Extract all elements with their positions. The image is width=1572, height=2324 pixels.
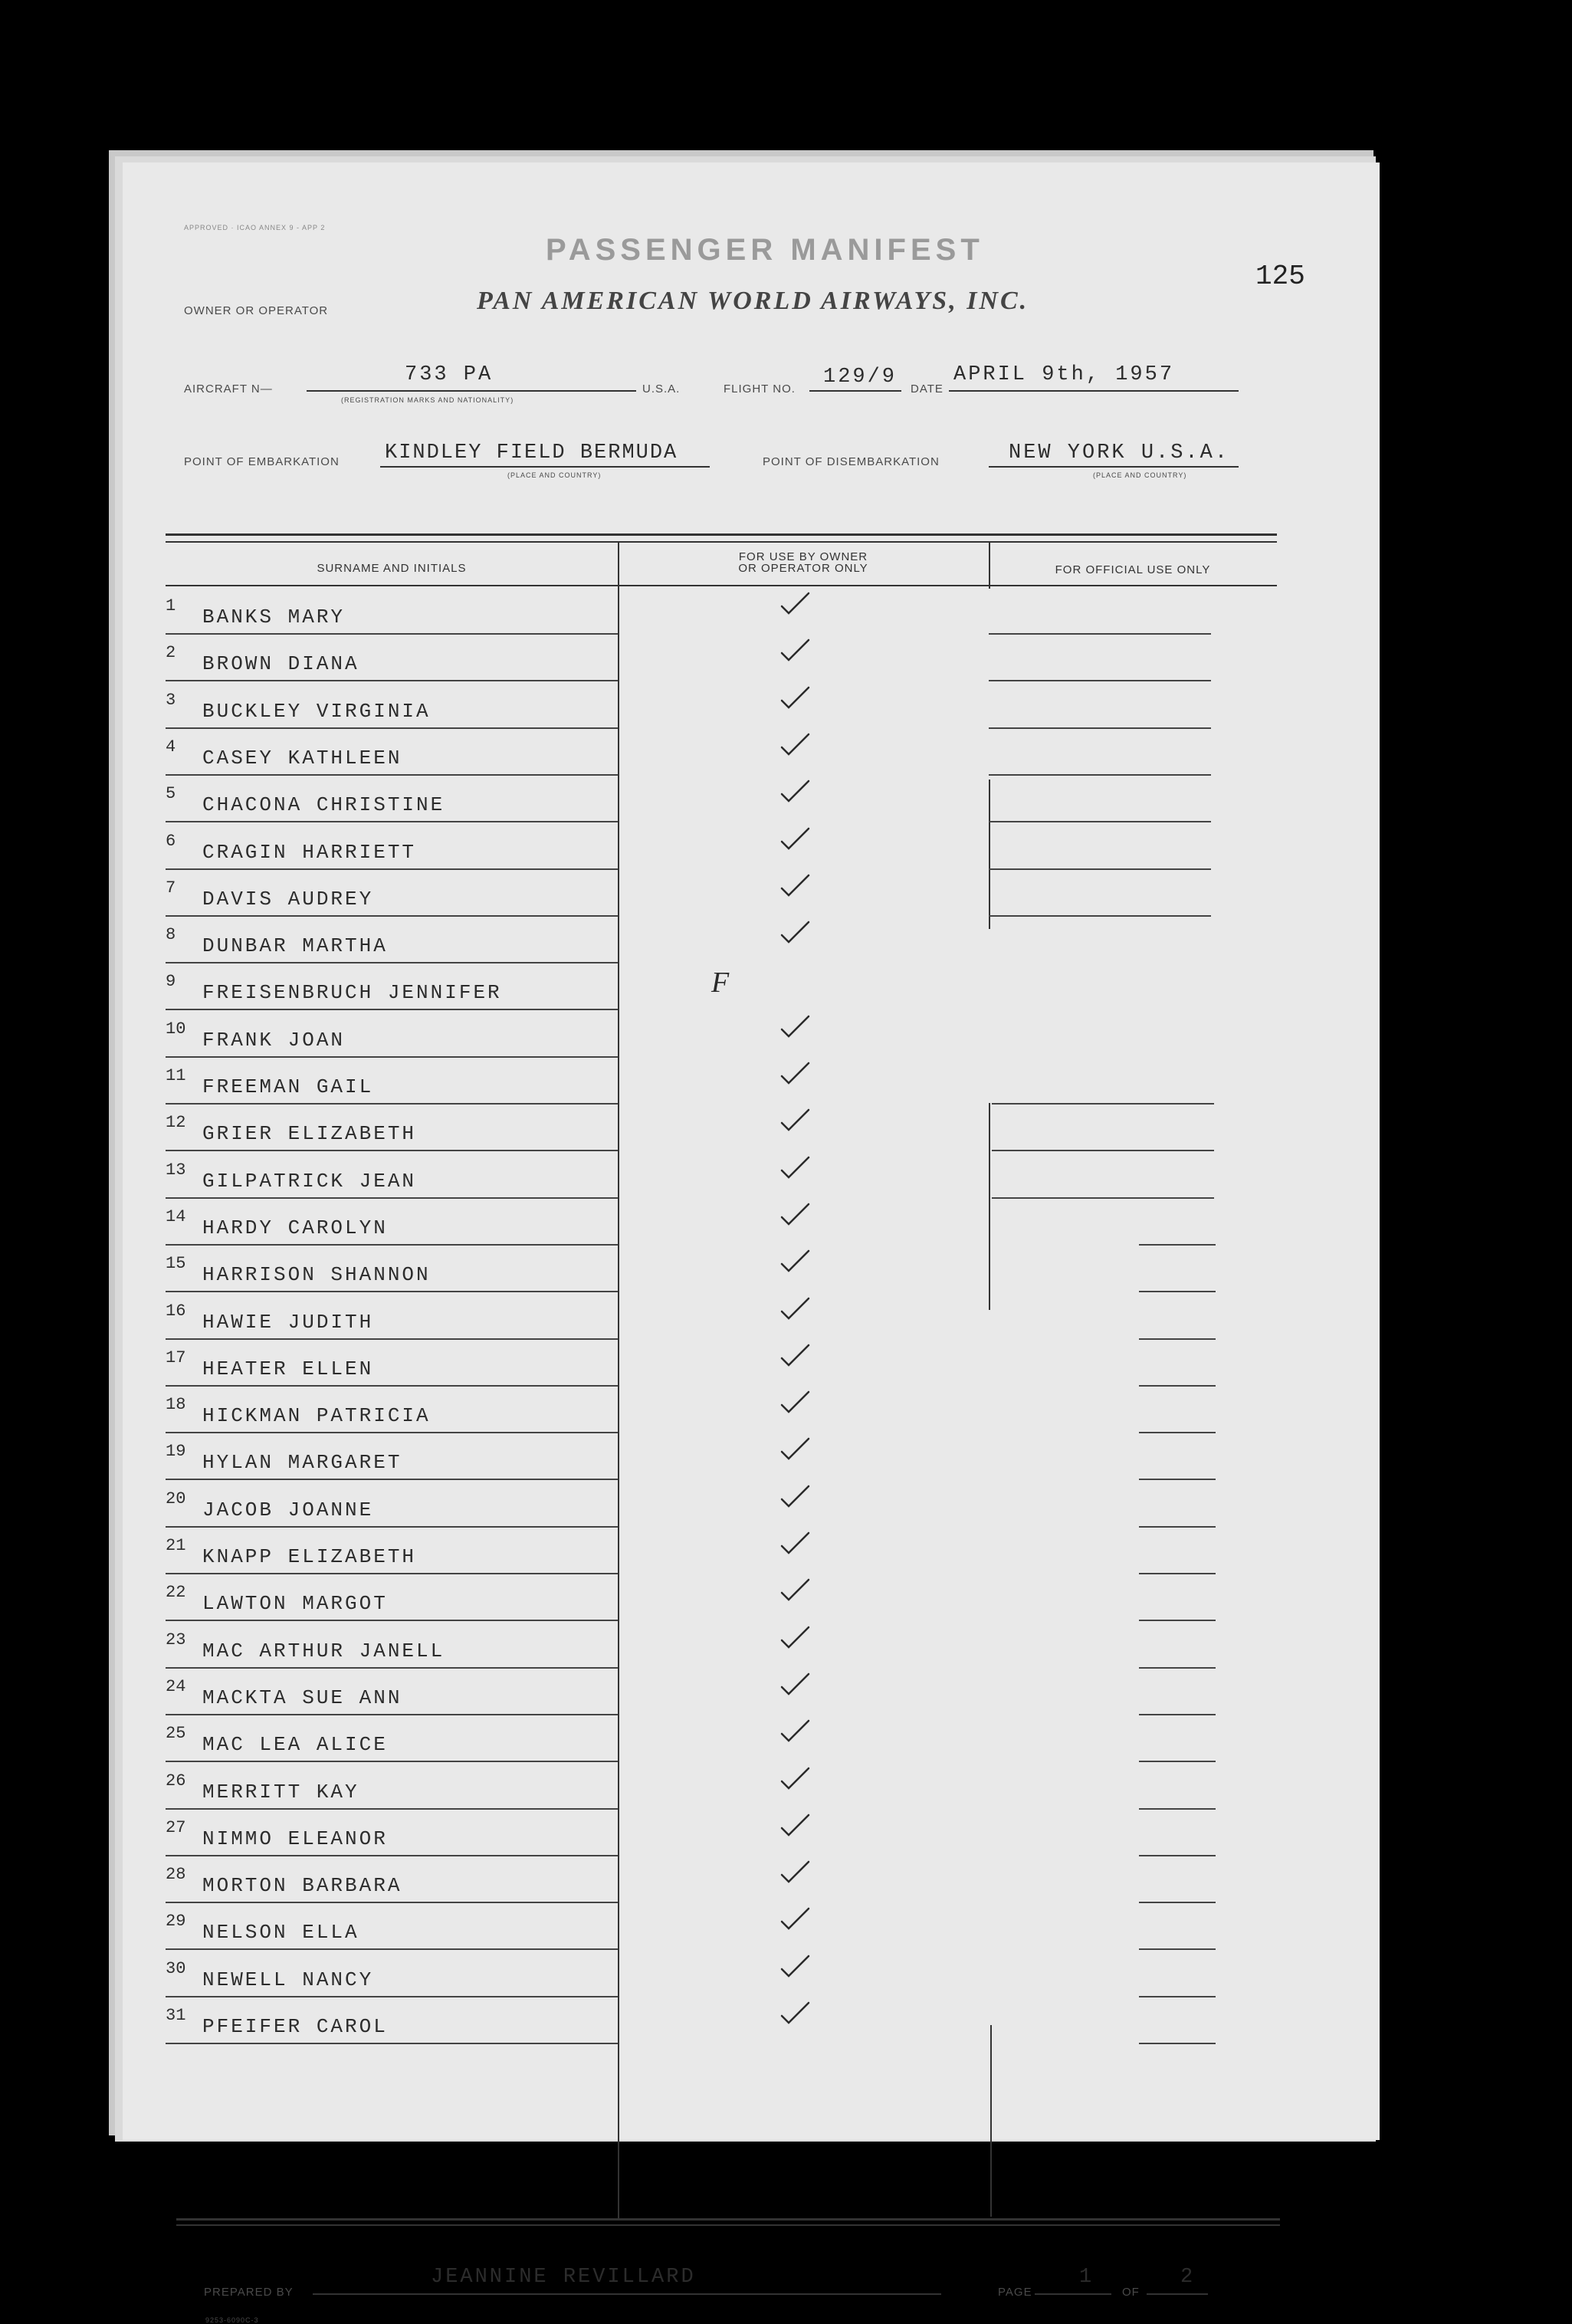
passenger-underline [166,1056,618,1058]
page-value: 1 [1079,2266,1094,2289]
handwritten-mark: F [711,967,730,1000]
official-use-line [1139,1291,1216,1292]
passenger-underline [166,1526,618,1528]
passenger-number: 25 [166,1724,186,1744]
passenger-underline [166,1432,618,1433]
table-bottom-rule [176,2218,1280,2221]
passenger-name: MAC ARTHUR JANELL [202,1639,445,1663]
official-use-line [992,1103,1214,1105]
aircraft-underline [307,390,636,392]
page-underline [1035,2293,1111,2295]
check-mark-icon [779,1762,810,1793]
passenger-number: 8 [166,925,176,945]
official-use-line [1139,1479,1216,1480]
check-mark-icon [779,634,810,665]
passenger-row [123,596,1380,643]
date-underline [949,390,1239,392]
passenger-name: HYLAN MARGARET [202,1451,402,1475]
passenger-underline [166,1902,618,1903]
check-mark-icon [779,1010,810,1041]
passenger-underline [166,1573,618,1574]
official-use-line [989,633,1211,635]
passenger-name: JACOB JOANNE [202,1498,374,1521]
passenger-number: 17 [166,1347,186,1367]
passenger-number: 11 [166,1066,186,1085]
passenger-underline [166,633,618,635]
check-mark-icon [779,1104,810,1134]
table-bottom-rule-inner [176,2224,1280,2226]
passenger-row [123,967,1380,1019]
official-use-line [1139,1808,1216,1810]
passenger-number: 6 [166,831,176,851]
passenger-number: 1 [166,596,176,615]
table-top-rule-inner [166,541,1277,543]
check-mark-icon [779,1198,810,1229]
passenger-number: 5 [166,784,176,804]
passenger-number: 24 [166,1676,186,1696]
embark-label: POINT OF EMBARKATION [184,455,340,468]
col-owner-line2: OR OPERATOR ONLY [738,562,868,575]
passenger-name: MAC LEA ALICE [202,1733,388,1757]
form-approval: APPROVED · ICAO ANNEX 9 - APP 2 [184,224,326,231]
check-mark-icon [779,916,810,947]
of-label: OF [1122,2286,1140,2299]
official-use-line [989,915,1211,917]
form-number: 9253-6090C-3 [205,2316,259,2324]
company-name: PAN AMERICAN WORLD AIRWAYS, INC. [477,287,1029,315]
check-mark-icon [779,1339,810,1370]
aircraft-label: AIRCRAFT N— [184,382,273,396]
embark-value: KINDLEY FIELD BERMUDA [385,441,678,464]
passenger-row [123,1019,1380,1066]
passenger-name: MERRITT KAY [202,1780,359,1804]
check-mark-icon [779,1621,810,1652]
passenger-name: GRIER ELIZABETH [202,1122,417,1146]
official-use-line [1139,1948,1216,1950]
page-number-stamp: 125 [1255,261,1305,292]
passenger-name: FREEMAN GAIL [202,1075,374,1098]
passenger-row [123,1536,1380,1583]
official-use-line [1139,1620,1216,1621]
passenger-underline [166,1996,618,1997]
passenger-number: 21 [166,1536,186,1555]
embark-sub: (PLACE AND COUNTRY) [507,471,602,479]
passenger-number: 10 [166,1019,186,1039]
official-use-line [1139,1385,1216,1387]
passenger-name: MACKTA SUE ANN [202,1686,402,1709]
passenger-underline [166,1761,618,1762]
passenger-number: 23 [166,1630,186,1649]
official-use-line [1139,1432,1216,1433]
check-mark-icon [779,1151,810,1182]
passenger-row [123,1113,1380,1160]
passenger-row [123,643,1380,690]
official-use-line [1139,1573,1216,1574]
official-use-line [1139,1761,1216,1762]
official-use-line [1139,1667,1216,1669]
check-mark-icon [779,822,810,853]
passenger-underline [166,1385,618,1387]
passenger-name: BROWN DIANA [202,652,359,676]
passenger-name: NIMMO ELEANOR [202,1827,388,1850]
passenger-row [123,1254,1380,1301]
check-mark-icon [779,1997,810,2027]
check-mark-icon [779,1856,810,1886]
passenger-underline [166,1338,618,1340]
passenger-row [123,1771,1380,1818]
check-mark-icon [779,775,810,806]
official-use-line [1139,1996,1216,1997]
passenger-row [123,737,1380,784]
passenger-number: 15 [166,1254,186,1274]
official-use-line [992,1150,1214,1151]
flight-label: FLIGHT NO. [724,382,796,396]
passenger-row [123,1160,1380,1207]
check-mark-icon [779,1715,810,1745]
disembark-label: POINT OF DISEMBARKATION [763,455,940,468]
passenger-underline [166,1197,618,1199]
passenger-underline [166,1009,618,1010]
official-use-line [1139,1244,1216,1246]
passenger-number: 19 [166,1442,186,1462]
check-mark-icon [779,869,810,900]
passenger-underline [166,1714,618,1715]
passenger-number: 14 [166,1206,186,1226]
check-mark-icon [779,1057,810,1088]
passenger-name: FRANK JOAN [202,1028,346,1052]
passenger-underline [166,1150,618,1151]
aircraft-sub: (REGISTRATION MARKS AND NATIONALITY) [341,396,514,404]
prepared-value: JEANNINE REVILLARD [431,2266,696,2289]
official-use-line [989,868,1211,870]
passenger-row [123,1583,1380,1630]
passenger-number: 13 [166,1160,186,1180]
prepared-underline [313,2293,941,2295]
official-use-line [1139,1902,1216,1903]
check-mark-icon [779,1902,810,1933]
passenger-number: 29 [166,1912,186,1932]
passenger-number: 7 [166,878,176,898]
passenger-underline [166,821,618,822]
passenger-name: NEWELL NANCY [202,1968,374,1991]
flight-value: 129/9 [823,366,898,389]
official-use-line [1139,1526,1216,1528]
passenger-name: HEATER ELLEN [202,1357,374,1380]
check-mark-icon [779,1574,810,1604]
passenger-underline [166,727,618,729]
of-value: 2 [1180,2266,1196,2289]
passenger-name: KNAPP ELIZABETH [202,1545,417,1568]
passenger-row [123,1348,1380,1395]
usa-label: U.S.A. [642,382,681,396]
passenger-name: LAWTON MARGOT [202,1592,388,1616]
col-official: FOR OFFICIAL USE ONLY [1055,563,1211,576]
passenger-number: 12 [166,1113,186,1133]
passenger-name: HARRISON SHANNON [202,1263,431,1287]
disembark-underline [989,466,1239,468]
passenger-number: 9 [166,972,176,992]
disembark-sub: (PLACE AND COUNTRY) [1093,471,1187,479]
official-use-line [989,821,1211,822]
table-top-rule [166,533,1277,536]
passenger-row [123,1207,1380,1254]
check-mark-icon [779,1668,810,1699]
date-value: APRIL 9th, 1957 [953,363,1175,386]
passenger-row [123,1912,1380,1958]
official-use-line [989,727,1211,729]
passenger-row [123,925,1380,972]
passenger-row [123,1489,1380,1536]
check-mark-icon [779,1480,810,1511]
passenger-number: 3 [166,690,176,710]
passenger-underline [166,1479,618,1480]
flight-underline [809,390,901,392]
passenger-number: 27 [166,1817,186,1837]
passenger-underline [166,1620,618,1621]
passenger-number: 30 [166,1958,186,1978]
passenger-name: CRAGIN HARRIETT [202,840,417,864]
passenger-name: FREISENBRUCH JENNIFER [202,981,502,1005]
passenger-name: PFEIFER CAROL [202,2015,388,2038]
check-mark-icon [779,1527,810,1558]
official-use-line [1139,1855,1216,1856]
passenger-number: 16 [166,1301,186,1321]
page-label: PAGE [998,2286,1032,2299]
check-mark-icon [779,728,810,759]
passenger-name: DAVIS AUDREY [202,887,374,911]
passenger-number: 22 [166,1583,186,1603]
passenger-row [123,832,1380,878]
passenger-row [123,1677,1380,1724]
passenger-name: CHACONA CHRISTINE [202,793,445,817]
col-owner-line1: FOR USE BY OWNER [738,550,868,563]
passenger-name: HICKMAN PATRICIA [202,1404,431,1428]
date-label: DATE [911,382,944,396]
passenger-name: NELSON ELLA [202,1921,359,1945]
check-mark-icon [779,1950,810,1981]
passenger-number: 20 [166,1489,186,1508]
passenger-row [123,1630,1380,1677]
disembark-value: NEW YORK U.S.A. [1009,441,1230,464]
embark-underline [380,466,710,468]
table-header-bottom-rule [166,585,1277,586]
passenger-underline [166,2043,618,2044]
passenger-number: 28 [166,1865,186,1885]
passenger-underline [166,1808,618,1810]
passenger-name: DUNBAR MARTHA [202,934,388,958]
passenger-row [123,1959,1380,2006]
official-use-line [992,1197,1214,1199]
passenger-underline [166,1948,618,1950]
passenger-row [123,1442,1380,1489]
passenger-row [123,1724,1380,1771]
owner-label: OWNER OR OPERATOR [184,304,329,317]
manifest-title: PASSENGER MANIFEST [546,233,984,267]
passenger-underline [166,680,618,681]
passenger-underline [166,1667,618,1669]
passenger-row [123,2006,1380,2053]
passenger-underline [166,1244,618,1246]
passenger-row [123,1066,1380,1113]
prepared-label: PREPARED BY [204,2286,294,2299]
passenger-row [123,1395,1380,1442]
check-mark-icon [779,1292,810,1323]
passenger-row [123,1865,1380,1912]
passenger-row [123,878,1380,925]
official-use-line [989,680,1211,681]
passenger-underline [166,962,618,963]
passenger-underline [166,868,618,870]
check-mark-icon [779,1433,810,1463]
passenger-underline [166,1103,618,1105]
official-use-line [1139,1338,1216,1340]
aircraft-value: 733 PA [405,363,494,386]
official-use-line [989,774,1211,776]
check-mark-icon [779,1809,810,1840]
passenger-name: HAWIE JUDITH [202,1310,374,1334]
passenger-row [123,784,1380,831]
official-use-line [1139,2043,1216,2044]
manifest-page [123,162,1380,2324]
passenger-underline [166,915,618,917]
check-mark-icon [779,1245,810,1275]
passenger-row [123,1818,1380,1865]
passenger-number: 2 [166,643,176,663]
of-underline [1147,2293,1208,2295]
col-divider-2-header [989,543,990,589]
col-surname: SURNAME AND INITIALS [317,562,467,575]
col-divider-2-c [990,2025,992,2217]
passenger-underline [166,1291,618,1292]
passenger-underline [166,774,618,776]
passenger-name: MORTON BARBARA [202,1874,402,1898]
check-mark-icon [779,681,810,712]
passenger-name: BANKS MARY [202,606,346,629]
passenger-number: 26 [166,1771,186,1791]
passenger-name: GILPATRICK JEAN [202,1169,417,1193]
check-mark-icon [779,1386,810,1416]
passenger-underline [166,1855,618,1856]
passenger-row [123,691,1380,737]
passenger-name: HARDY CAROLYN [202,1216,388,1239]
check-mark-icon [779,587,810,618]
passenger-number: 18 [166,1395,186,1415]
official-use-line [1139,1714,1216,1715]
passenger-name: CASEY KATHLEEN [202,746,402,770]
passenger-row [123,1302,1380,1348]
passenger-number: 4 [166,737,176,757]
passenger-name: BUCKLEY VIRGINIA [202,699,431,723]
passenger-number: 31 [166,2006,186,2025]
